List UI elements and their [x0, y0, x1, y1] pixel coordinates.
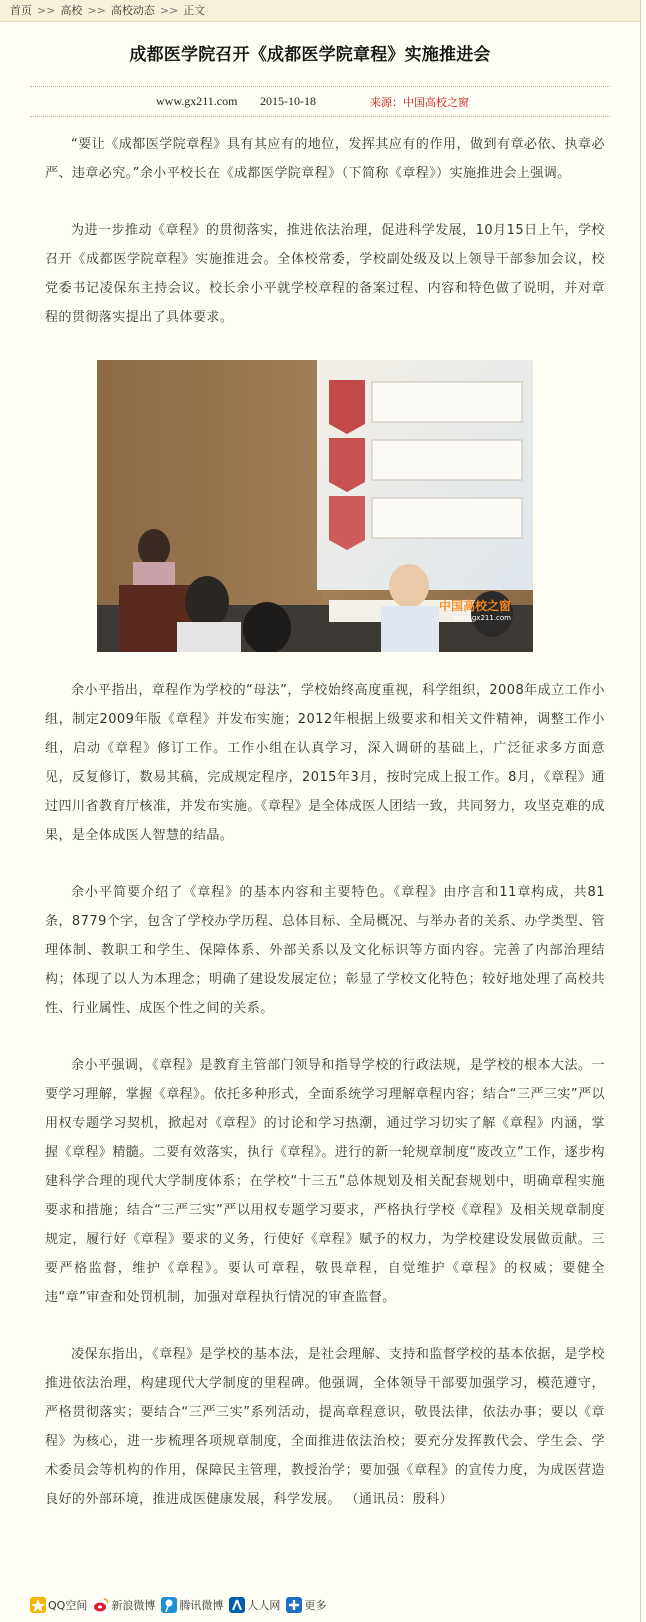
- breadcrumb-news[interactable]: 高校动态: [110, 4, 155, 17]
- article-source: 来源：中国高校之窗: [370, 96, 469, 109]
- share-label: 腾讯微博: [179, 1599, 224, 1612]
- breadcrumb-current: 正文: [183, 4, 206, 17]
- share-label: QQ空间: [48, 1599, 88, 1612]
- paragraph: 余小平指出，章程作为学校的“母法”，学校始终高度重视，科学组织，2008年成立工作小组，制定2009年版《章程》并发布实施；2012年根据上级要求和相关文件精神，调整工作小组，启动《章程》修订工作。工作小组在认真学习，深入调研的基础上，广泛征求多方面意见，反复修订，数易其稿，完成规定程序，2015年3月，按时完成上报工作。8月，《章程》通过四川省教育厅核准，并发布实施。《章程》是全体成医人团结一致，共同努力，攻坚克难的成果，是全体成医人智慧的结晶。: [45, 683, 605, 843]
- breadcrumb-separator: >>: [159, 4, 179, 17]
- photo-watermark-url: www.gx211.com: [453, 614, 511, 622]
- paragraph: 为进一步推动《章程》的贯彻落实，推进依法治理，促进科学发展，10月15日上午，学校召开《成都医学院章程》实施推进会。全体校常委，学校副处级及以上领导干部参加会议，校党委书记凌保东主持会议。校长余小平就学校章程的备案过程、内容和特色做了说明，并对章程的贯彻落实提出了具体要求。: [45, 223, 605, 325]
- share-bar: [30, 1594, 332, 1616]
- publish-date: 2015-10-18: [260, 94, 316, 108]
- weibo-icon: [93, 1597, 109, 1613]
- share-more[interactable]: [286, 1597, 326, 1613]
- share-label: 更多: [304, 1599, 327, 1612]
- divider: [30, 116, 610, 117]
- share-qzone[interactable]: [30, 1597, 87, 1613]
- divider: [30, 86, 610, 87]
- share-tencent-weibo[interactable]: [161, 1597, 223, 1613]
- paragraph: 余小平强调，《章程》是教育主管部门领导和指导学校的行政法规，是学校的根本大法。一要学习理解，掌握《章程》。依托多种形式，全面系统学习理解章程内容；结合“三严三实”严以用权专题学习契机，掀起对《章程》的讨论和学习热潮，通过学习切实了解《章程》内涵，掌握《章程》精髓。二要有效落实，执行《章程》。进行的新一轮规章制度“废改立”工作，逐步构建科学合理的现代大学制度体系；在学校“十三五”总体规划及相关配套规划中，明确章程实施要求和措施；结合“三严三实”严以用权专题学习要求，严格执行学校《章程》及相关规章制度规定，履行好《章程》要求的义务，行使好《章程》赋予的权力，为学校建设发展做贡献。三要严格监督，维护《章程》。要认可章程，敬畏章程，自觉维护《章程》的权威；要健全违“章”审查和处罚机制，加强对章程执行情况的审查监督。: [45, 1058, 605, 1305]
- photo-watermark: [439, 597, 511, 622]
- share-sina-weibo[interactable]: [93, 1597, 155, 1613]
- article-body: [45, 130, 605, 1542]
- photo-watermark-text: 中国高校之窗: [438, 599, 511, 613]
- breadcrumb-separator: >>: [37, 4, 56, 17]
- renren-icon: [229, 1597, 245, 1613]
- share-renren[interactable]: [229, 1597, 280, 1613]
- share-label: 人人网: [247, 1599, 281, 1612]
- paragraph: 凌保东指出，《章程》是学校的基本法，是社会理解、支持和监督学校的基本依据，是学校推进依法治理，构建现代大学制度的里程碑。他强调，全体领导干部要加强学习，模范遵守，严格贯彻落实；要结合“三严三实”系列活动，提高章程意识，敬畏法律，依法办事；要以《章程》为核心，进一步梳理各项规章制度，全面推进依法治校；要充分发挥教代会、学生会、学术委员会等机构的作用，保障民主管理，教授治学；要加强《章程》的宣传力度，为成医营造良好的外部环境，推进成医健康发展，科学发展。 （通讯员：殷科）: [45, 1347, 605, 1507]
- more-icon: [286, 1597, 302, 1613]
- paragraph: “要让《成都医学院章程》具有其应有的地位，发挥其应有的作用，做到有章必依、执章必严、违章必究。”余小平校长在《成都医学院章程》（下简称《章程》）实施推进会上强调。: [45, 137, 605, 181]
- breadcrumb: [0, 0, 640, 22]
- share-label: 新浪微博: [111, 1599, 156, 1612]
- breadcrumb-separator: >>: [87, 4, 106, 17]
- article-photo: [97, 360, 533, 652]
- site-url: www.gx211.com: [156, 94, 238, 108]
- paragraph: 余小平简要介绍了《章程》的基本内容和主要特色。《章程》由序言和11章构成，共81条，8779个字，包含了学校办学历程、总体目标、全局概况、与举办者的关系、办学类型、管理体制、教职工和学生、保障体系、外部关系以及文化标识等方面内容。完善了内部治理结构；体现了以人为本理念；明确了建设发展定位；彰显了学校文化特色；较好地处理了高校共性、行业属性、成医个性之间的关系。: [45, 885, 605, 1016]
- tencent-weibo-icon: [161, 1597, 177, 1613]
- qzone-icon: [30, 1597, 46, 1613]
- breadcrumb-universities[interactable]: 高校: [60, 4, 83, 17]
- article-title: 成都医学院召开《成都医学院章程》实施推进会: [129, 45, 491, 65]
- breadcrumb-home[interactable]: 首页: [10, 4, 32, 17]
